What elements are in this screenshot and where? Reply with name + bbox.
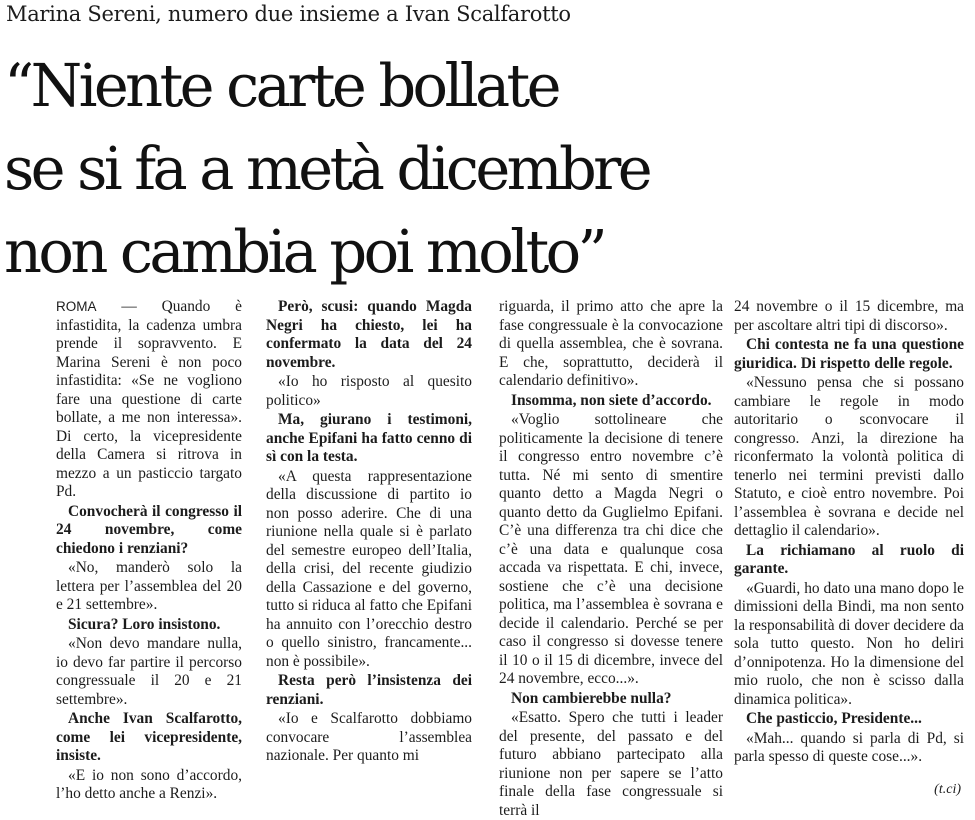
interview-answer: «Guardi, ho dato una mano dopo le dimissioni della Bindi, ma non sento la responsabilità di dover decidere da sola tutto questo. Non ho deliri d’onnipotenza. Ho la dimensione del mio ruolo, che non è scisso dalla dinamica politica». — [734, 579, 964, 708]
article-column-2 — [266, 298, 472, 798]
article-column-3 — [499, 298, 723, 819]
headline — [4, 44, 964, 293]
article-paragraph — [56, 298, 242, 502]
interview-answer: «Esatto. Spero che tutti i leader del presente, del passato e del futuro abbiano partecipato alla riunione non per sapere se l’atto finale della fase congressuale si terrà il — [499, 709, 723, 819]
interview-question: Sicura? Loro insistono. — [68, 615, 221, 633]
interview-answer: «No, manderò solo la lettera per l’assemblea del 20 e 21 settembre». — [56, 559, 242, 613]
author-signature: (t.ci) — [934, 782, 961, 797]
interview-question: Chi contesta ne fa una questione giuridica. Di rispetto delle regole. — [734, 336, 964, 372]
dateline: ROMA — [56, 299, 97, 314]
interview-question: La richiamano al ruolo di garante. — [734, 541, 964, 577]
paragraph-text: — Quando è infastidita, la cadenza umbra prende il sopravvento. E Marina Sereni è non poco infastidita: «Se ne vogliono fare una questione di carte bollate, a me non interessa». Di certo, la vicepresidente della Camera si ritrova in mezzo a un pasticcio targato Pd. — [56, 298, 242, 500]
paragraph-continuation: riguarda, il primo atto che apre la fase congressuale è la convocazione di quella assemblea, che è sovrana. E che, soprattutto, deciderà il calendario definitivo». — [499, 298, 723, 389]
interview-answer: «Nessuno pensa che si possano cambiare le regole in modo autoritario o sconvocare il congresso. Anzi, la direzione ha riconfermato la volontà politica di tenerlo nei termini previsti dallo Statuto, e cioè entro novembre. Poi l’assemblea è sovrana e decide nel dettaglio il calendario». — [734, 374, 964, 539]
interview-question: Non cambierebbe nulla? — [511, 689, 672, 707]
interview-answer: «A questa rappresentazione della discussione di partito io non posso aderire. Che di una riunione nella quale si è parlato del semestre europeo dell’Italia, della crisi, del recente giudizio della Cassazione e del governo, tutto si riduca al fatto che Epifani ha annuito con l’orecchio destro o quello sinistro, francamente... non è possibile». — [266, 467, 472, 670]
interview-question: Però, scusi: quando Magda Negri ha chiesto, lei ha confermato la data del 24 novembre. — [266, 298, 472, 371]
article-column-4 — [734, 298, 964, 798]
interview-answer: «Io e Scalfarotto dobbiamo convocare l’assemblea nazionale. Per quanto mi — [266, 710, 472, 764]
kicker: Marina Sereni, numero due insieme a Ivan Scalfarotto — [6, 2, 571, 26]
interview-answer: «Voglio sottolineare che politicamente la decisione di tenere il congresso entro novembre c’è tutta. Né mi sento di smentire quanto detto a Magda Negri o quanto detto da Guglielmo Epifani. C’è una differenza tra chi dice che c’è una data e qualunque cosa accada va rispettata. E chi, invece, sostiene che c’è una decisione politica, ma l’assemblea è sovrana e decide il calendario. Perché se per caso il congresso si dovesse tenere il 10 o il 15 di dicembre, invece del 24 novembre, ecco...». — [499, 411, 723, 687]
interview-question: Anche Ivan Scalfarotto, come lei vicepresidente, insiste. — [56, 710, 242, 764]
paragraph-continuation: 24 novembre o il 15 dicembre, ma per ascoltare altri tipi di discorso». — [734, 298, 964, 334]
interview-answer: «E io non sono d’accordo, l’ho detto anche a Renzi». — [56, 766, 242, 802]
interview-answer: «Io ho risposto al quesito politico» — [266, 373, 472, 409]
interview-question: Convocherà il congresso il 24 novembre, come chiedono i renziani? — [56, 502, 242, 557]
interview-question: Resta però l’insistenza dei renziani. — [266, 672, 472, 708]
headline-line: non cambia poi molto” — [4, 217, 605, 286]
interview-answer: «Non devo mandare nulla, io devo far partire il percorso congressuale il 20 e 21 settembre». — [56, 635, 242, 708]
headline-line: “Niente carte bollate — [4, 51, 558, 120]
interview-answer: «Mah... quando si parla di Pd, si parla spesso di queste cose...». — [734, 729, 964, 765]
interview-question: Che pasticcio, Presidente... — [746, 710, 922, 727]
interview-question: Insomma, non siete d’accordo. — [511, 391, 712, 409]
article-column-1 — [56, 298, 242, 802]
headline-line: se si fa a metà dicembre — [4, 134, 650, 203]
interview-question: Ma, giurano i testimoni, anche Epifani ha fatto cenno di sì con la testa. — [266, 411, 472, 465]
